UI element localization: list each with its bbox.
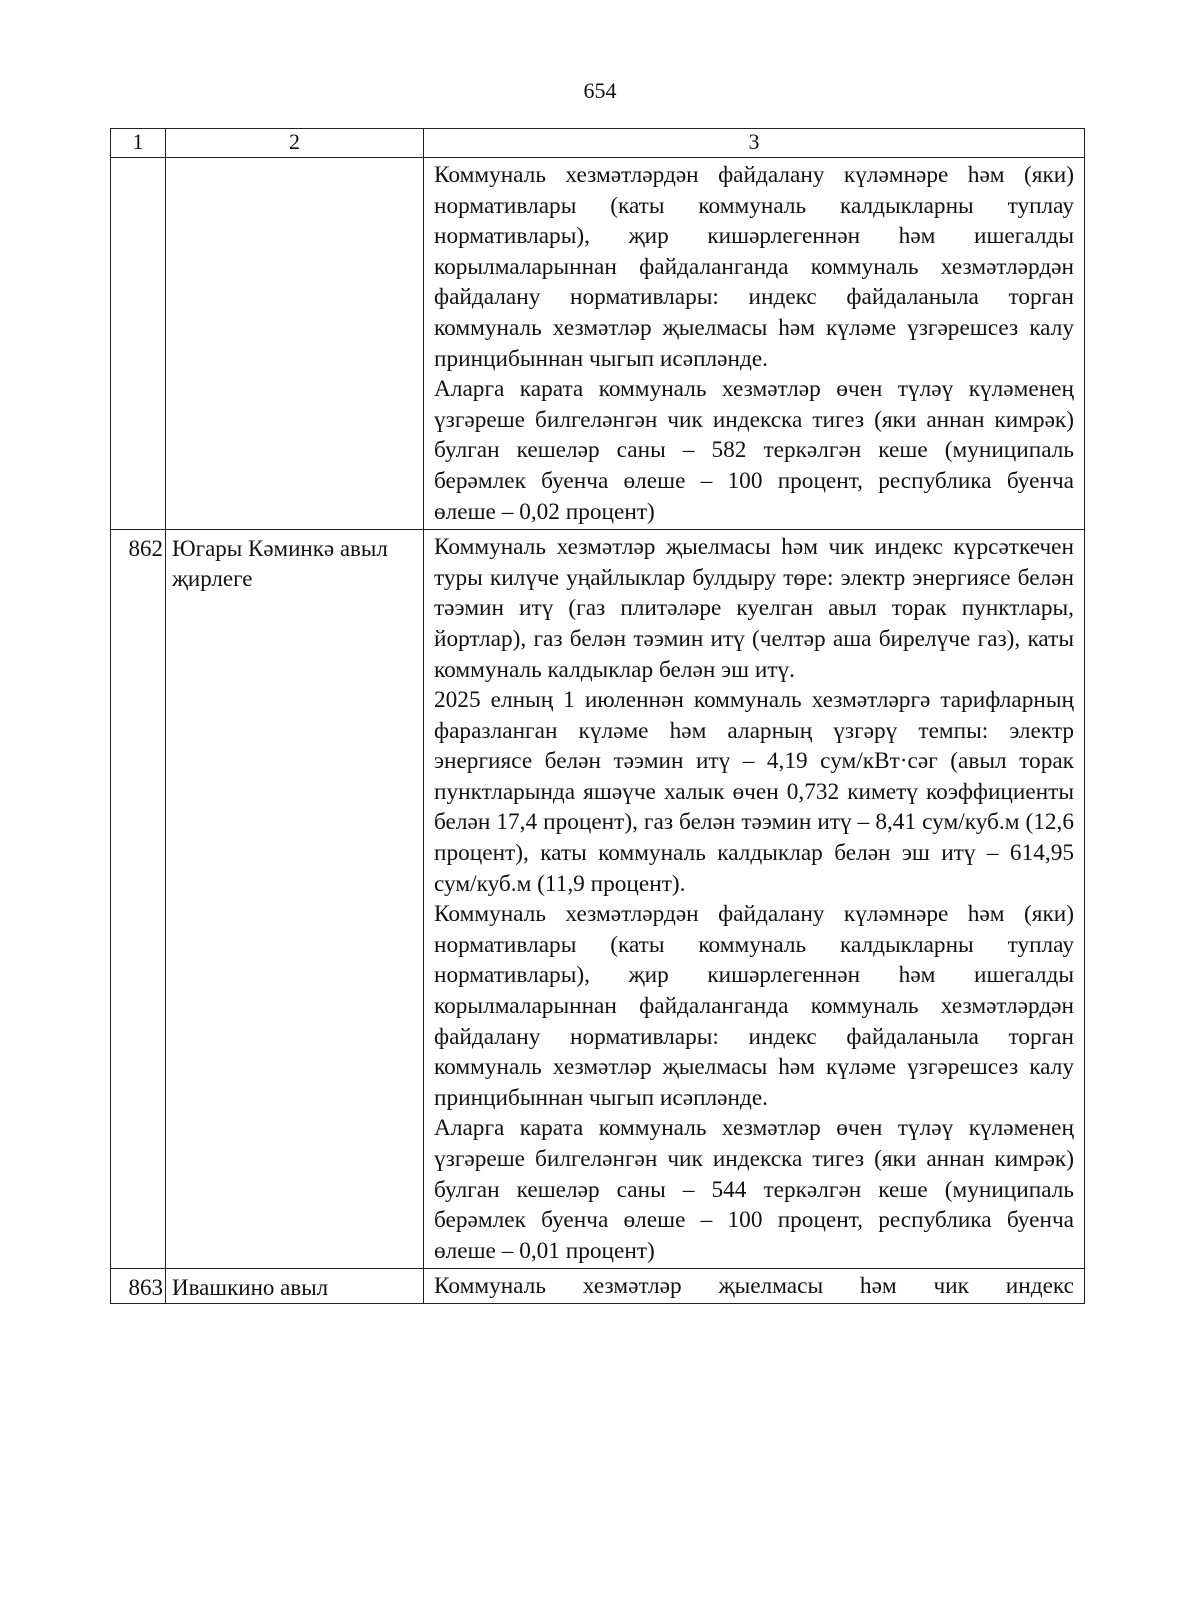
paragraph: Коммуналь хезмәтләрдән файдалану күләмнәре һәм (яки) нормативлары (каты коммуналь калдыкларны туплау нормативлары), җир кишәрлегеннән һәм ишегалды корылмаларыннан файдаланганда коммуналь хезмәтләрдән файдалану нормативлары: индекс файдаланыла торган коммуналь хезмәтләр җыелмасы һәм күләме үзгәрешсез калу принцибыннан чыгып исәпләнде. <box>434 162 1074 372</box>
table-row <box>111 530 1085 1269</box>
row-description <box>424 530 1085 1269</box>
table-header-row <box>111 129 1085 158</box>
data-table <box>110 128 1085 1304</box>
paragraph: Аларга карата коммуналь хезмәтләр өчен түләү күләменең үзгәреше билгеләнгән чик индекска тигез (яки аннан кимрәк) булган кешеләр саны – 582 теркәлгән кеше (муниципаль берәмлек буенча өлеше – 100 процент, республика буенча өлеше – 0,02 процент) <box>434 376 1074 525</box>
column-header-2: 2 <box>166 129 424 158</box>
table-row <box>111 1269 1085 1304</box>
paragraph: 2025 елның 1 июленнән коммуналь хезмәтләргә тарифларның фаразланган күләме һәм аларның үзгәрү темпы: электр энергиясе белән тәэмин итү – 4,19 сум/кВт·сәг (авыл торак пунктларында яшәүче халык өчен 0,732 киметү коэффициенты белән 17,4 процент), газ белән тәэмин итү – 8,41 сум/куб.м (12,6 процент), каты коммуналь калдыклар белән эш итү – 614,95 сум/куб.м (11,9 процент). <box>434 687 1074 897</box>
column-header-3: 3 <box>424 129 1085 158</box>
paragraph: Аларга карата коммуналь хезмәтләр өчен түләү күләменең үзгәреше билгеләнгән чик индекска тигез (яки аннан кимрәк) булган кешеләр саны – 544 теркәлгән кеше (муниципаль берәмлек буенча өлеше – 100 процент, республика буенча өлеше – 0,01 процент) <box>434 1115 1074 1264</box>
row-description <box>424 1269 1085 1304</box>
row-number: 863 <box>111 1269 166 1304</box>
settlement-name: Ивашкино авыл <box>166 1269 424 1304</box>
column-header-1: 1 <box>111 129 166 158</box>
settlement-name <box>166 158 424 530</box>
table-row <box>111 158 1085 530</box>
paragraph: Коммуналь хезмәтләр җыелмасы һәм чик индекс күрсәткечен туры килүче уңайлыклар булдыру төре: электр энергиясе белән тәэмин итү (газ плитәләре куелган авыл торак пунктлары, йортлар), газ белән тәэмин итү (челтәр аша бирелүче газ), каты коммуналь калдыклар белән эш итү. <box>434 534 1074 683</box>
settlement-name: Югары Кәминкә авыл җирлеге <box>166 530 424 1269</box>
row-description <box>424 158 1085 530</box>
row-number <box>111 158 166 530</box>
paragraph: Коммуналь хезмәтләр җыелмасы һәм чик индекс <box>434 1273 1074 1300</box>
paragraph: Коммуналь хезмәтләрдән файдалану күләмнәре һәм (яки) нормативлары (каты коммуналь калдыкларны туплау нормативлары), җир кишәрлегеннән һәм ишегалды корылмаларыннан файдаланганда коммуналь хезмәтләрдән файдалану нормативлары: индекс файдаланыла торган коммуналь хезмәтләр җыелмасы һәм күләме үзгәрешсез калу принцибыннан чыгып исәпләнде. <box>434 901 1074 1111</box>
row-number: 862 <box>111 530 166 1269</box>
page-number: 654 <box>583 78 617 103</box>
